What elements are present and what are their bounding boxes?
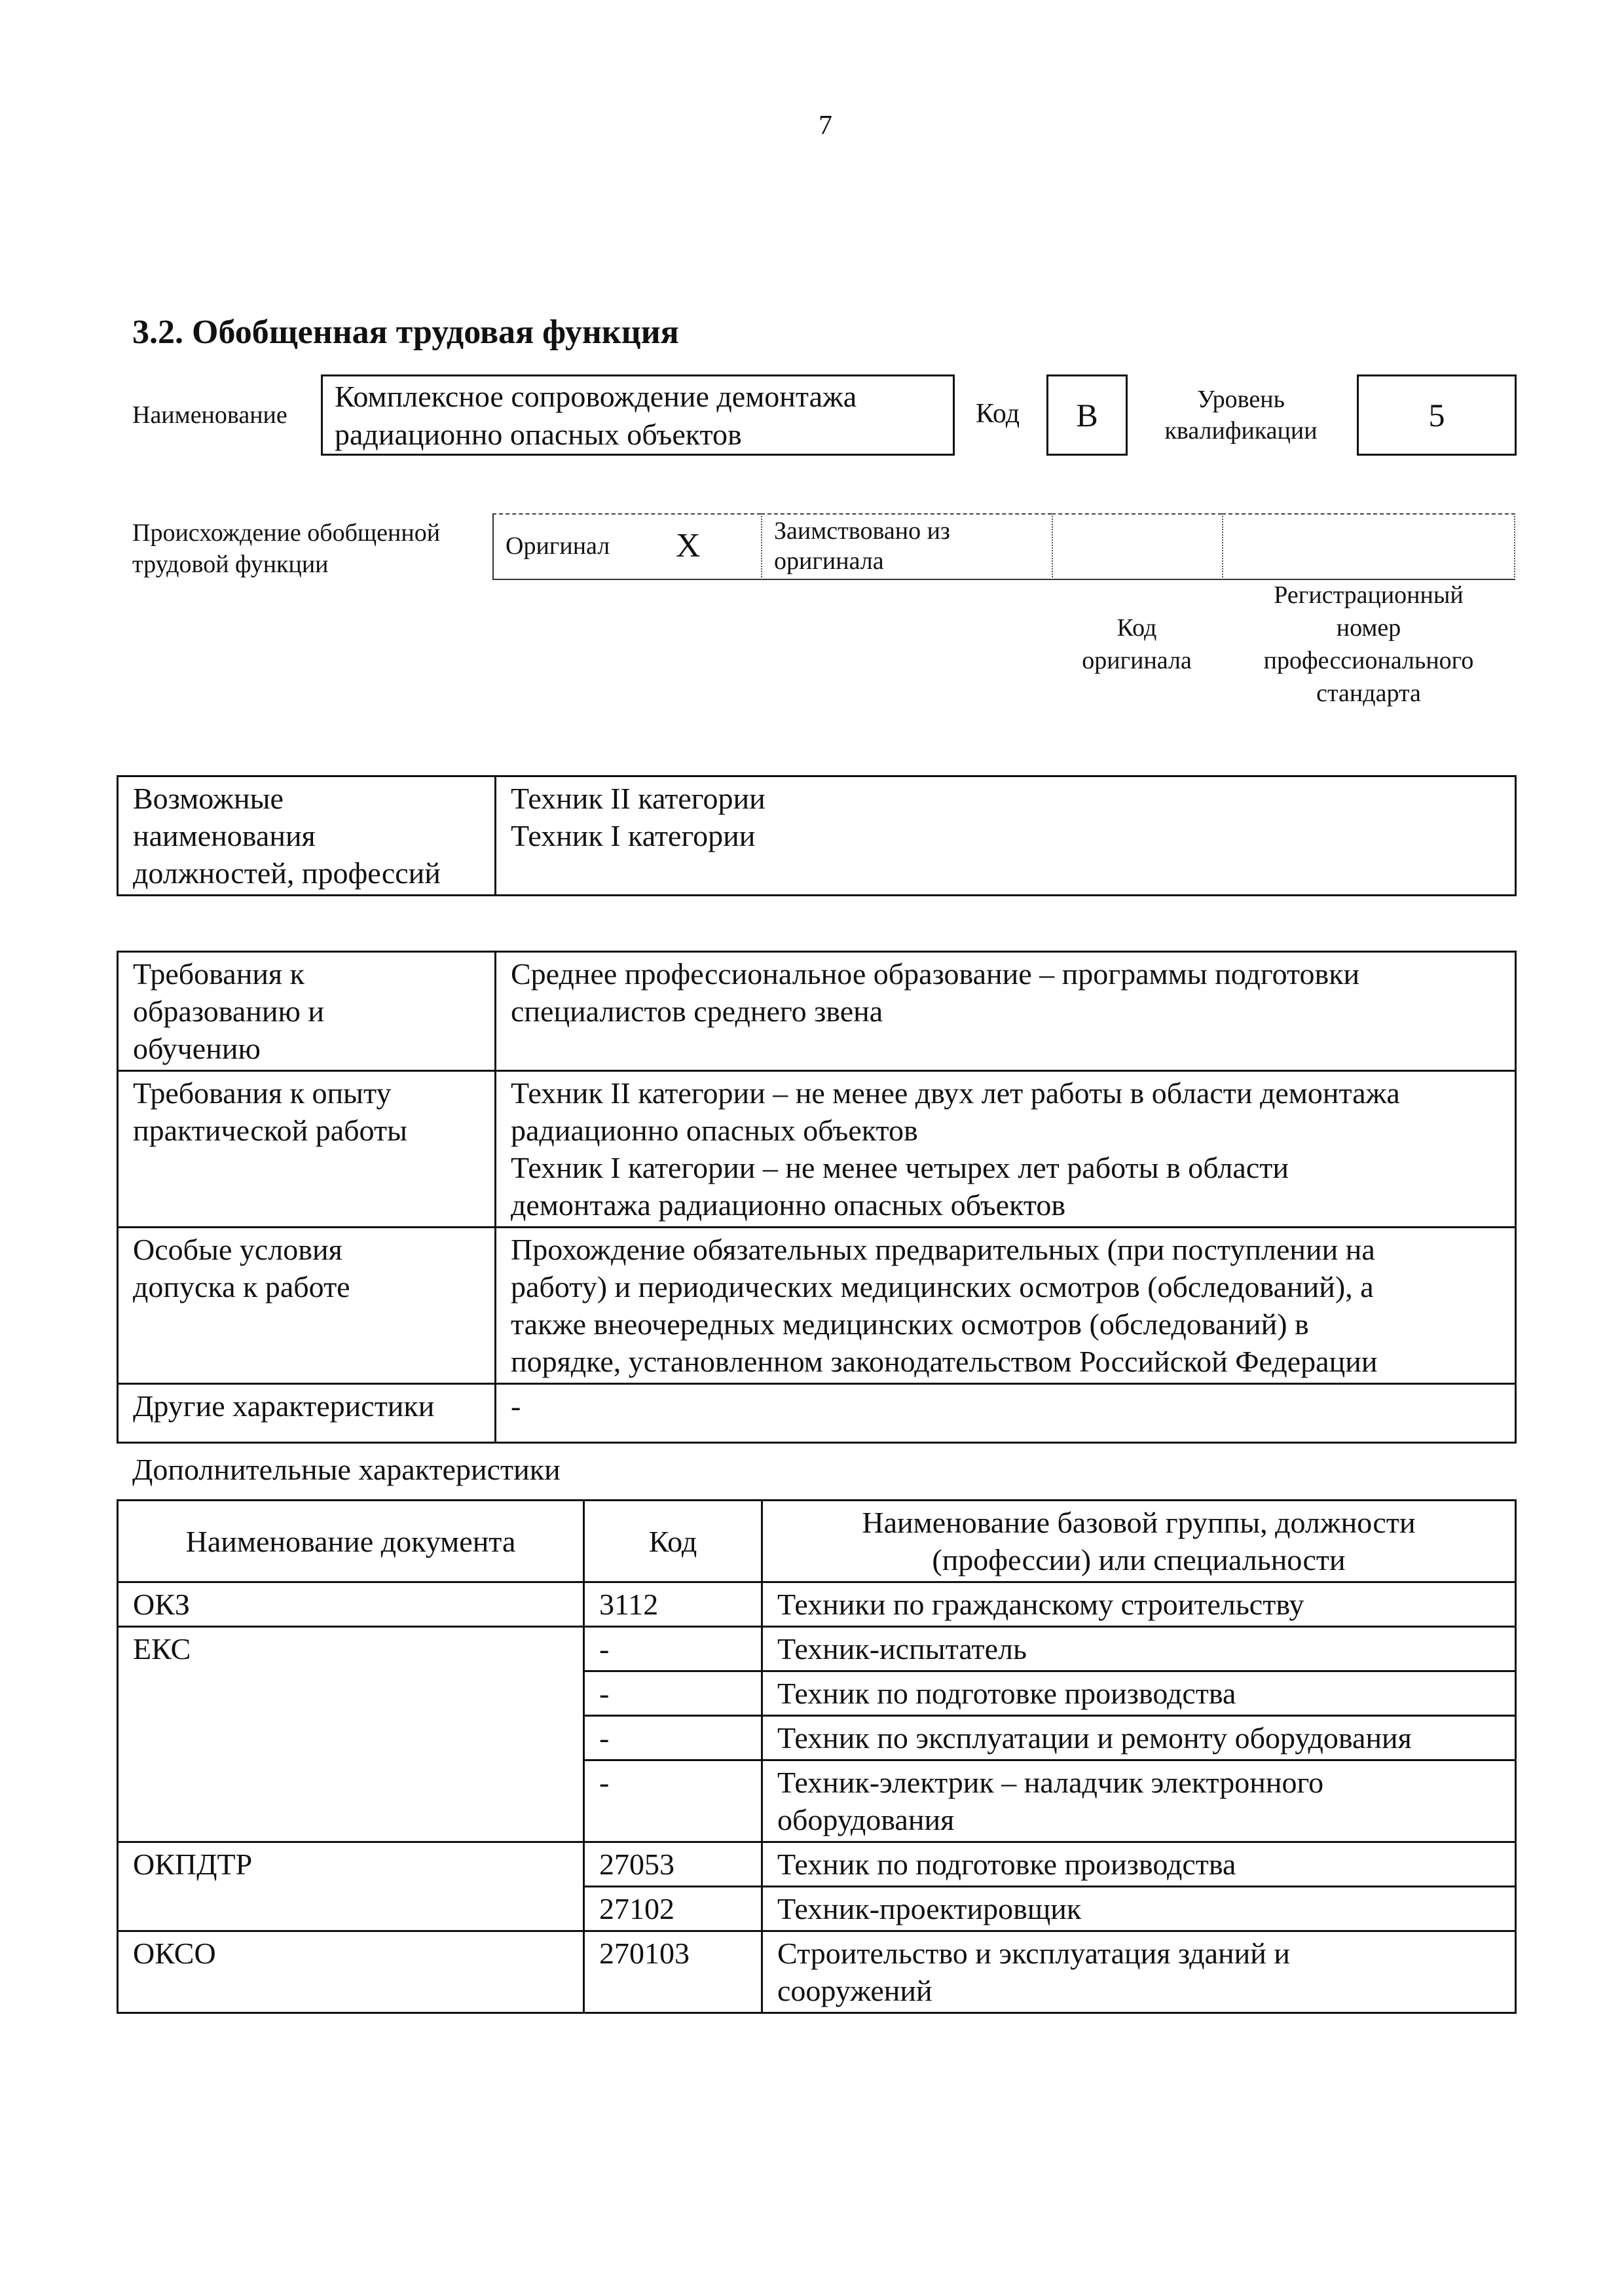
additional-title: Дополнительные характеристики [132,1453,561,1486]
borrowed-line-1: Заимствовано из [774,517,950,545]
origin-label-line-1: Происхождение обобщенной [132,519,441,547]
origin-original-cell [492,513,761,580]
table-row [118,1931,1516,2013]
positions-table [117,775,1517,896]
code-original-caption-line-1: Код [1116,614,1157,642]
row-name: Техник по подготовке производства [762,1671,1516,1716]
code-original-caption-line-2: оригинала [1082,647,1192,674]
level-label-line-2: квалификации [1164,417,1318,445]
function-name-value: Комплексное сопровождение демонтажа радиационно опасных объектов [335,380,857,451]
additional-table [117,1499,1517,2014]
table-row [118,952,1516,1071]
special-conditions-label: Особые условия допуска к работе [118,1228,496,1384]
education-label: Требования к образованию и обучению [118,952,496,1071]
origin-code-cell [1052,513,1222,580]
requirements-table [117,951,1517,1444]
section-title: 3.2. Обобщенная трудовая функция [132,314,679,351]
row-doc: ОКСО [118,1931,584,2013]
origin-table [492,513,1515,580]
row-code: - [584,1627,762,1671]
page-number: 7 [819,111,832,141]
row-name: Техник-проектировщик [762,1887,1516,1931]
positions-value: Техник II категории Техник I категории [496,776,1516,896]
row-name: Техник-испытатель [762,1627,1516,1671]
table-row [118,1842,1516,1887]
special-conditions-value: Прохождение обязательных предварительных (при поступлении на работу) и периодических медицинских осмотров (обследований), а также внеочередных медицинских осмотров (обследований) в порядке, установленном законодательством Российской Федерации [496,1228,1516,1384]
row-code: 27102 [584,1887,762,1931]
row-doc: ОКЗ [118,1582,584,1627]
origin-label [132,517,440,580]
table-row [118,1228,1516,1384]
table-row [118,1071,1516,1228]
row-code: - [584,1760,762,1842]
code-box [1046,374,1128,456]
code-value: B [1076,397,1098,433]
positions-row [118,776,1516,896]
col-code-header: Код [584,1501,762,1582]
row-code: 270103 [584,1931,762,2013]
row-code: 27053 [584,1842,762,1887]
reg-caption-line-1: Регистрационный [1274,581,1464,609]
positions-label: Возможные наименования должностей, профессий [118,776,496,896]
origin-reg-number-cell [1222,513,1515,580]
education-value: Среднее профессиональное образование – программы подготовки специалистов среднего звена [496,952,1516,1071]
row-name: Техник по эксплуатации и ремонту оборудования [762,1716,1516,1760]
reg-number-caption [1222,579,1515,710]
borrowed-line-2: оригинала [774,547,884,575]
table-row [118,1582,1516,1627]
row-name: Техник по подготовке производства [762,1842,1516,1887]
level-label-line-1: Уровень [1197,386,1285,413]
row-doc: ОКПДТР [118,1842,584,1931]
function-name-box [321,374,955,456]
origin-label-line-2: трудовой функции [132,551,329,578]
original-mark: X [676,527,701,564]
row-name: Техники по гражданскому строительству [762,1582,1516,1627]
experience-label: Требования к опыту практической работы [118,1071,496,1228]
table-row [118,1627,1516,1671]
row-code: - [584,1671,762,1716]
other-value: - [496,1384,1516,1443]
col-doc-header: Наименование документа [118,1501,584,1582]
reg-caption-line-3: профессионального [1263,647,1474,674]
level-label [1153,384,1329,446]
row-doc: ЕКС [118,1627,584,1842]
table-header-row [118,1501,1516,1582]
original-label: Оригинал [506,532,610,560]
col-name-header: Наименование базовой группы, должности (профессии) или специальности [762,1501,1516,1582]
reg-caption-line-4: стандарта [1316,680,1421,707]
level-value: 5 [1428,397,1445,433]
code-original-caption [1052,611,1222,677]
experience-value: Техник II категории – не менее двух лет работы в области демонтажа радиационно опасных объектов Техник I категории – не менее четырех лет работы в области демонтажа радиационно опасных объектов [496,1071,1516,1228]
row-code: - [584,1716,762,1760]
code-label: Код [976,399,1020,429]
row-name: Строительство и эксплуатация зданий и сооружений [762,1931,1516,2013]
row-code: 3112 [584,1582,762,1627]
row-name: Техник-электрик – наладчик электронного оборудования [762,1760,1516,1842]
reg-caption-line-2: номер [1336,614,1401,642]
name-label: Наименование [132,401,287,429]
origin-borrowed-cell [761,513,1052,580]
other-label: Другие характеристики [118,1384,496,1443]
table-row [118,1384,1516,1443]
level-box [1357,374,1517,456]
